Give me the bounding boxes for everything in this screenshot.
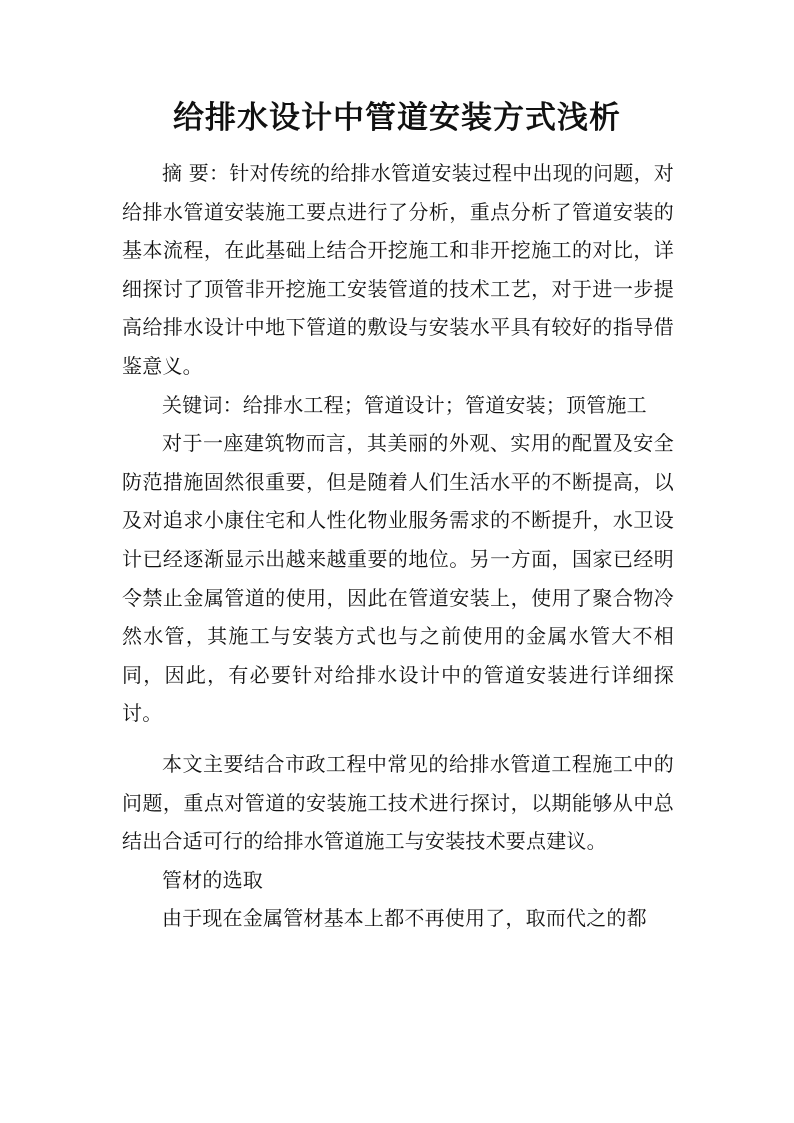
document-title: 给排水设计中管道安装方式浅析	[173, 100, 621, 136]
abstract-paragraph: 摘 要：针对传统的给排水管道安装过程中出现的问题，对给排水管道安装施工要点进行了分析，重点分析了管道安装的基本流程，在此基础上结合开挖施工和非开挖施工的对比，详细探讨了顶管非开挖施工安装管道的技术工艺，对于进一步提高给排水设计中地下管道的敷设与安装水平具有较好的指导借鉴意义。	[122, 161, 674, 378]
body-paragraph: 对于一座建筑物而言，其美丽的外观、实用的配置及安全防范措施固然很重要，但是随着人们生活水平的不断提高，以及对追求小康住宅和人性化物业服务需求的不断提升，水卫设计已经逐渐显示出越来越重要的地位。另一方面，国家已经明令禁止金属管道的使用，因此在管道安装上，使用了聚合物冷然水管，其施工与安装方式也与之前使用的金属水管大不相同，因此，有必要针对给排水设计中的管道安装进行详细探讨。	[122, 431, 674, 726]
body-paragraph: 由于现在金属管材基本上都不再使用了，取而代之的都	[162, 906, 647, 931]
document-body	[122, 154, 674, 938]
body-paragraph: 本文主要结合市政工程中常见的给排水管道工程施工中的问题，重点对管道的安装施工技术进行探讨，以期能够从中总结出合适可行的给排水管道施工与安装技术要点建议。	[122, 751, 674, 854]
section-heading: 管材的选取	[162, 867, 263, 892]
keywords-paragraph: 关键词：给排水工程；管道设计；管道安装；顶管施工	[162, 392, 647, 417]
